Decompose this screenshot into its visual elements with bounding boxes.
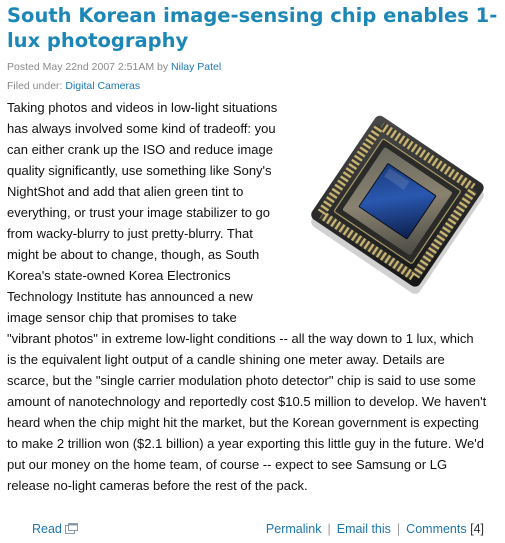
body-line: to make 2 trillion won ($2.1 billion) a year exporting this little guy in the future. We'd (7, 436, 484, 451)
article-byline (7, 60, 221, 74)
body-line: might be about to change, though, as South (7, 247, 260, 262)
filed-under (7, 79, 140, 93)
category-link[interactable]: Digital Cameras (65, 80, 141, 92)
read-link[interactable]: Read (32, 522, 62, 536)
article-body-full-width (7, 307, 503, 496)
separator: | (396, 522, 401, 536)
body-line: heard when the chip might hit the market, but the Korean government is expecting (7, 415, 479, 430)
chip-illustration (293, 106, 503, 302)
body-line: Taking photos and videos in low-light situations (7, 100, 278, 115)
author-link[interactable]: Nilay Patel (171, 61, 222, 73)
permalink-link[interactable]: Permalink (265, 522, 322, 536)
body-line: scarce, but the "single carrier modulation photo detector" chip is said to use some (7, 373, 476, 388)
external-window-icon[interactable] (65, 522, 78, 538)
body-line: put our money on the home team, of course -- expect to see Samsung or LG (7, 457, 448, 472)
article-actions (266, 521, 484, 537)
body-line: is the equivalent light output of a candle shining one meter away. Details are (7, 352, 445, 367)
body-line: amount of nanotechnology and reportedly cost $10.5 million to develop. We haven't (7, 394, 487, 409)
body-line: can either crank up the ISO and reduce image (7, 142, 273, 157)
body-line: NightShot and add that alien green tint to (7, 184, 244, 199)
separator: | (327, 522, 331, 536)
comments-count: [4] (470, 522, 484, 536)
read-more[interactable] (32, 521, 78, 538)
body-line: image sensor chip that promises to take (7, 310, 237, 325)
comments-link[interactable]: Comments (406, 522, 467, 536)
email-this-link[interactable]: Email this (336, 522, 391, 536)
body-line: Technology Institute has announced a new (7, 289, 253, 304)
article-title[interactable]: South Korean image-sensing chip enables 1-lux photography (7, 4, 498, 52)
body-line: from wacky-blurry to just pretty-blurry. That (7, 226, 253, 241)
image-sensor-chip-photo (293, 106, 503, 302)
body-line: everything, or trust your image stabilizer to go (7, 205, 271, 220)
byline-prefix: Posted May 22nd 2007 2:51AM by (7, 61, 172, 73)
filed-under-prefix: Filed under: (7, 80, 66, 92)
body-line: quality significantly, use something like Sony's (7, 163, 272, 178)
body-line: "vibrant photos" in extreme low-light conditions -- all the way down to 1 lux, which (7, 331, 474, 346)
article-body-beside-image (7, 97, 292, 307)
body-line: Korea's state-owned Korea Electronics (7, 268, 231, 283)
body-line: has always involved some kind of tradeoff: you (7, 121, 276, 136)
body-line: release no-light cameras before the rest of the pack. (7, 478, 308, 493)
